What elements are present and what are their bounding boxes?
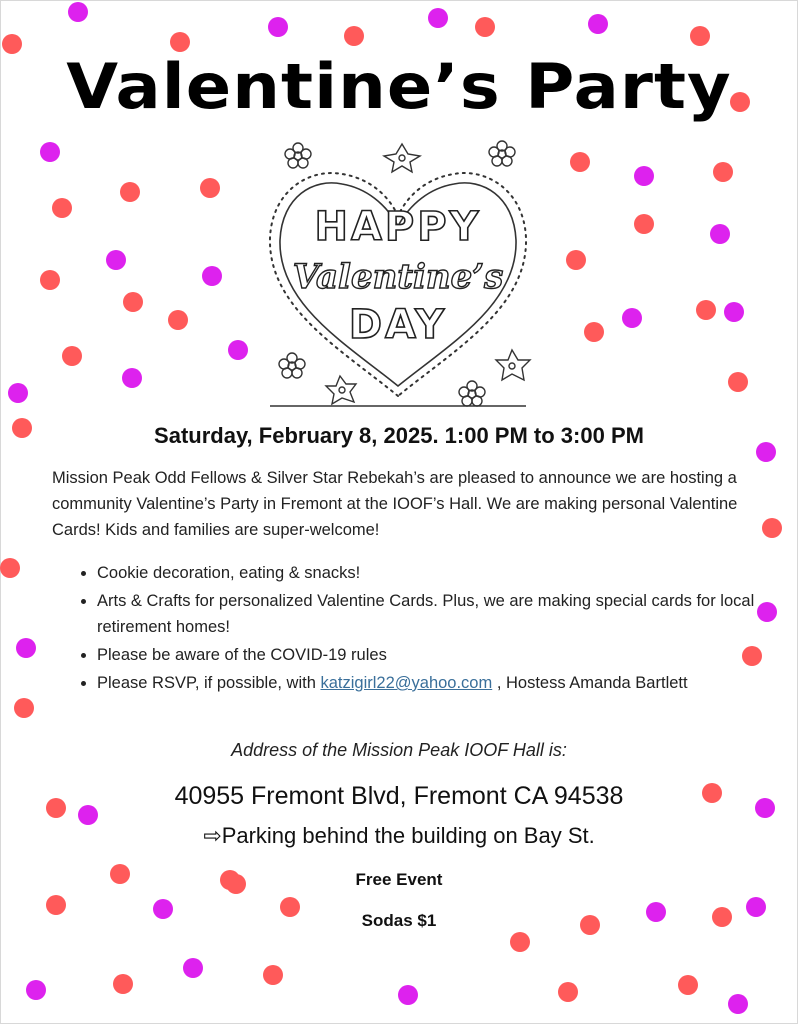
arrow-right-icon: ⇨: [203, 823, 222, 848]
event-date-time: Saturday, February 8, 2025. 1:00 PM to 3:00 PM: [154, 423, 644, 448]
flyer-title: Valentine’s Party: [66, 50, 732, 123]
art-day-text: DAY: [348, 302, 448, 348]
happy-valentines-heart-art: [262, 138, 534, 410]
hall-address: 40955 Fremont Blvd, Fremont CA 94538: [174, 782, 624, 810]
sodas-price-label: Sodas $1: [361, 911, 437, 930]
intro-paragraph: Mission Peak Odd Fellows & Silver Star Rebekah’s are pleased to announce we are hosting a community Valentine’s Party in Fremont at the IOOF’s Hall. We are making personal Valentine Cards! Kids and families are super-welcome!: [52, 469, 738, 539]
flower-icon: [384, 144, 420, 172]
rsvp-prefix: Please RSVP, if possible, with: [97, 674, 321, 692]
free-event-label: Free Event: [355, 870, 443, 889]
flower-icon: [496, 350, 530, 380]
activity-list: [52, 560, 777, 698]
list-item: • Please be aware of the COVID-19 rules: [97, 642, 777, 668]
flower-icon: [326, 376, 356, 404]
art-valentines-text: Valentine’s: [292, 257, 504, 297]
list-item: • Cookie decoration, eating & snacks!: [97, 560, 777, 586]
list-item-rsvp: [97, 670, 777, 696]
flower-icon: [285, 143, 311, 168]
art-happy-text: HAPPY: [314, 204, 482, 250]
address-label: Address of the Mission Peak IOOF Hall is:: [231, 740, 567, 760]
rsvp-email-link[interactable]: katzigirl22@yahoo.com: [320, 674, 493, 692]
parking-text: Parking behind the building on Bay St.: [221, 823, 595, 848]
rsvp-suffix: , Hostess Amanda Bartlett: [492, 674, 688, 692]
flower-icon: [459, 381, 485, 406]
flower-icon: [489, 141, 515, 166]
parking-info: [0, 823, 798, 849]
flower-icon: [279, 353, 305, 378]
list-item: • Arts & Crafts for personalized Valentine Cards. Plus, we are making special cards for local retirement homes!: [97, 588, 777, 640]
